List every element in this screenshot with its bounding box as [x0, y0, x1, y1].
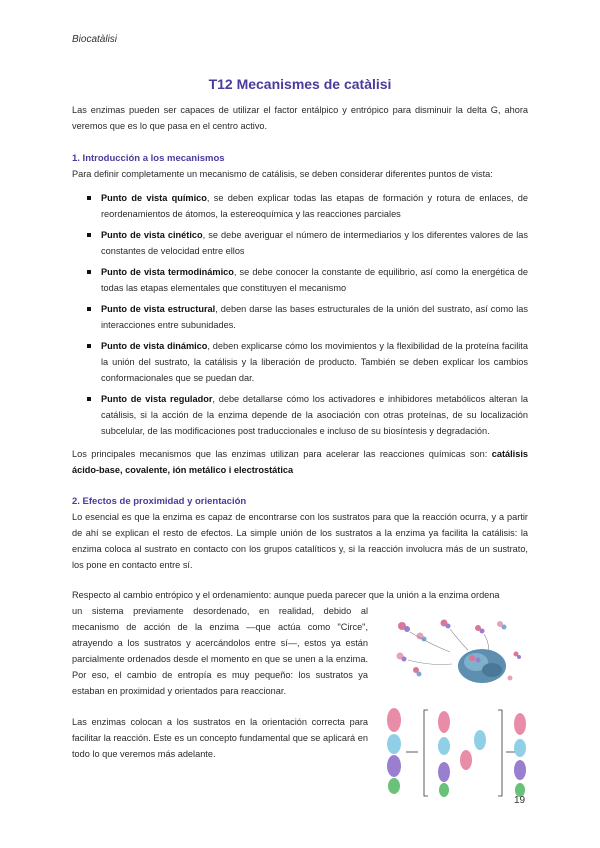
summary-bold: catálisis ácido-base, covalente, ión metálico i electrostática	[72, 449, 528, 475]
enzyme-shape	[458, 649, 506, 683]
summary-text: Los principales mecanismos que las enzimas utilizan para acelerar las reacciones químicas son:	[72, 449, 492, 459]
section2-paragraph-2-top: Respecto al cambio entrópico y el ordenamiento: aunque pueda parecer que la unión a la enzima ordena	[72, 590, 500, 600]
bullet-text: , deben explicarse cómo los movimientos y la flexibilidad de la proteína facilita la unión del sustrato, la catálisis y la liberación de producto. También se deben explicar los cambios conformacionales que se puedan dar.	[101, 341, 528, 383]
bullet-term: Punto de vista estructural	[101, 304, 216, 314]
list-item	[72, 264, 528, 296]
bullet-square-icon	[87, 233, 91, 237]
bullet-term: Punto de vista cinético	[101, 230, 203, 240]
list-item	[72, 391, 528, 439]
orientation-figure	[380, 706, 530, 800]
bullet-text: , deben darse las bases estructurales de la unión del sustrato, así como las interacciones entre subunidades.	[101, 304, 528, 330]
bullet-term: Punto de vista termodinámico	[101, 267, 234, 277]
page-title: T12 Mecanismes de catàlisi	[208, 76, 392, 92]
bullet-text: , debe detallarse cómo los activadores e inhibidores metabólicos alteran la catálisis, si la acción de la enzima depende de la asociación con otras proteínas, de su localización subcelular, de las modificaciones post traduccionales e incluso de su biosíntesis y degradación.	[101, 394, 528, 436]
section2-paragraph-3: Las enzimas colocan a los sustratos en la orientación correcta para facilitar la reacción. Este es un concepto fundamental que se aplicará en todo lo que veremos más adelante.	[72, 717, 368, 759]
bullet-square-icon	[87, 397, 91, 401]
bullet-term: Punto de vista regulador	[101, 394, 213, 404]
bullet-text: , se debe averiguar el número de intermediarios y los diferentes valores de las constantes de velocidad entre ellos	[101, 230, 529, 256]
proximity-figure	[380, 614, 530, 689]
section1-lead: Para definir completamente un mecanismo de catálisis, se deben considerar diferentes puntos de vista:	[72, 169, 493, 179]
bullet-term: Punto de vista químico	[101, 193, 207, 203]
bullet-square-icon	[87, 344, 91, 348]
mechanisms-summary	[72, 446, 528, 478]
bullet-text: , se deben explicar todas las etapas de formación y rotura de enlaces, de reordenamientos de átomos, la estereoquímica y las reacciones parciales	[101, 193, 528, 219]
section2-paragraph-1: Lo esencial es que la enzima es capaz de encontrarse con los sustratos para que la reacción ocurra, y a partir de ahí se explican el resto de efectos. La simple unión de los sustratos a la enzima ya facilita la catálisis: la enzima coloca al sustrato en contacto con los grupos catalíticos y, si la reacción involucra más de un sustrato, los pone en contacto entre sí.	[72, 512, 528, 570]
orbital-left	[387, 708, 401, 794]
bullet-square-icon	[87, 307, 91, 311]
list-item	[72, 190, 528, 222]
viewpoint-list	[72, 190, 528, 444]
bullet-square-icon	[87, 196, 91, 200]
bullet-term: Punto de vista dinámico	[101, 341, 208, 351]
bullet-text: , se debe conocer la constante de equilibrio, así como la energética de todas las etapas elementales que constituyen el mecanismo	[101, 267, 529, 293]
bracket-lines	[406, 710, 516, 796]
intro-paragraph: Las enzimas pueden ser capaces de utilizar el factor entálpico y entrópico para disminuir la delta G, ahora veremos que es lo que pasa en el centro activo.	[72, 105, 528, 131]
list-item	[72, 338, 528, 386]
section1-heading: 1. Introducción a los mecanismos	[72, 153, 225, 164]
orbital-center	[438, 711, 486, 797]
orbital-right	[514, 713, 526, 797]
list-item	[72, 301, 528, 333]
section2-heading: 2. Efectos de proximidad y orientación	[72, 496, 247, 507]
list-item	[72, 227, 528, 259]
bullet-square-icon	[87, 270, 91, 274]
section2-paragraph-2: un sistema previamente desordenado, en realidad, debido al mecanismo de acción de la enzima —que actúa como "Circe", atrayendo a los sustratos y acercándolos entre sí—, estos ya están parcialmente ordenados desde el momento en que se unen a la enzima. Por eso, el cambio de entropía es muy pequeño: los sustratos ya estaban en proximidad y orientados para reaccionar.	[72, 606, 368, 696]
page-number: 19	[514, 795, 526, 806]
running-header: Biocatàlisi	[72, 34, 118, 45]
